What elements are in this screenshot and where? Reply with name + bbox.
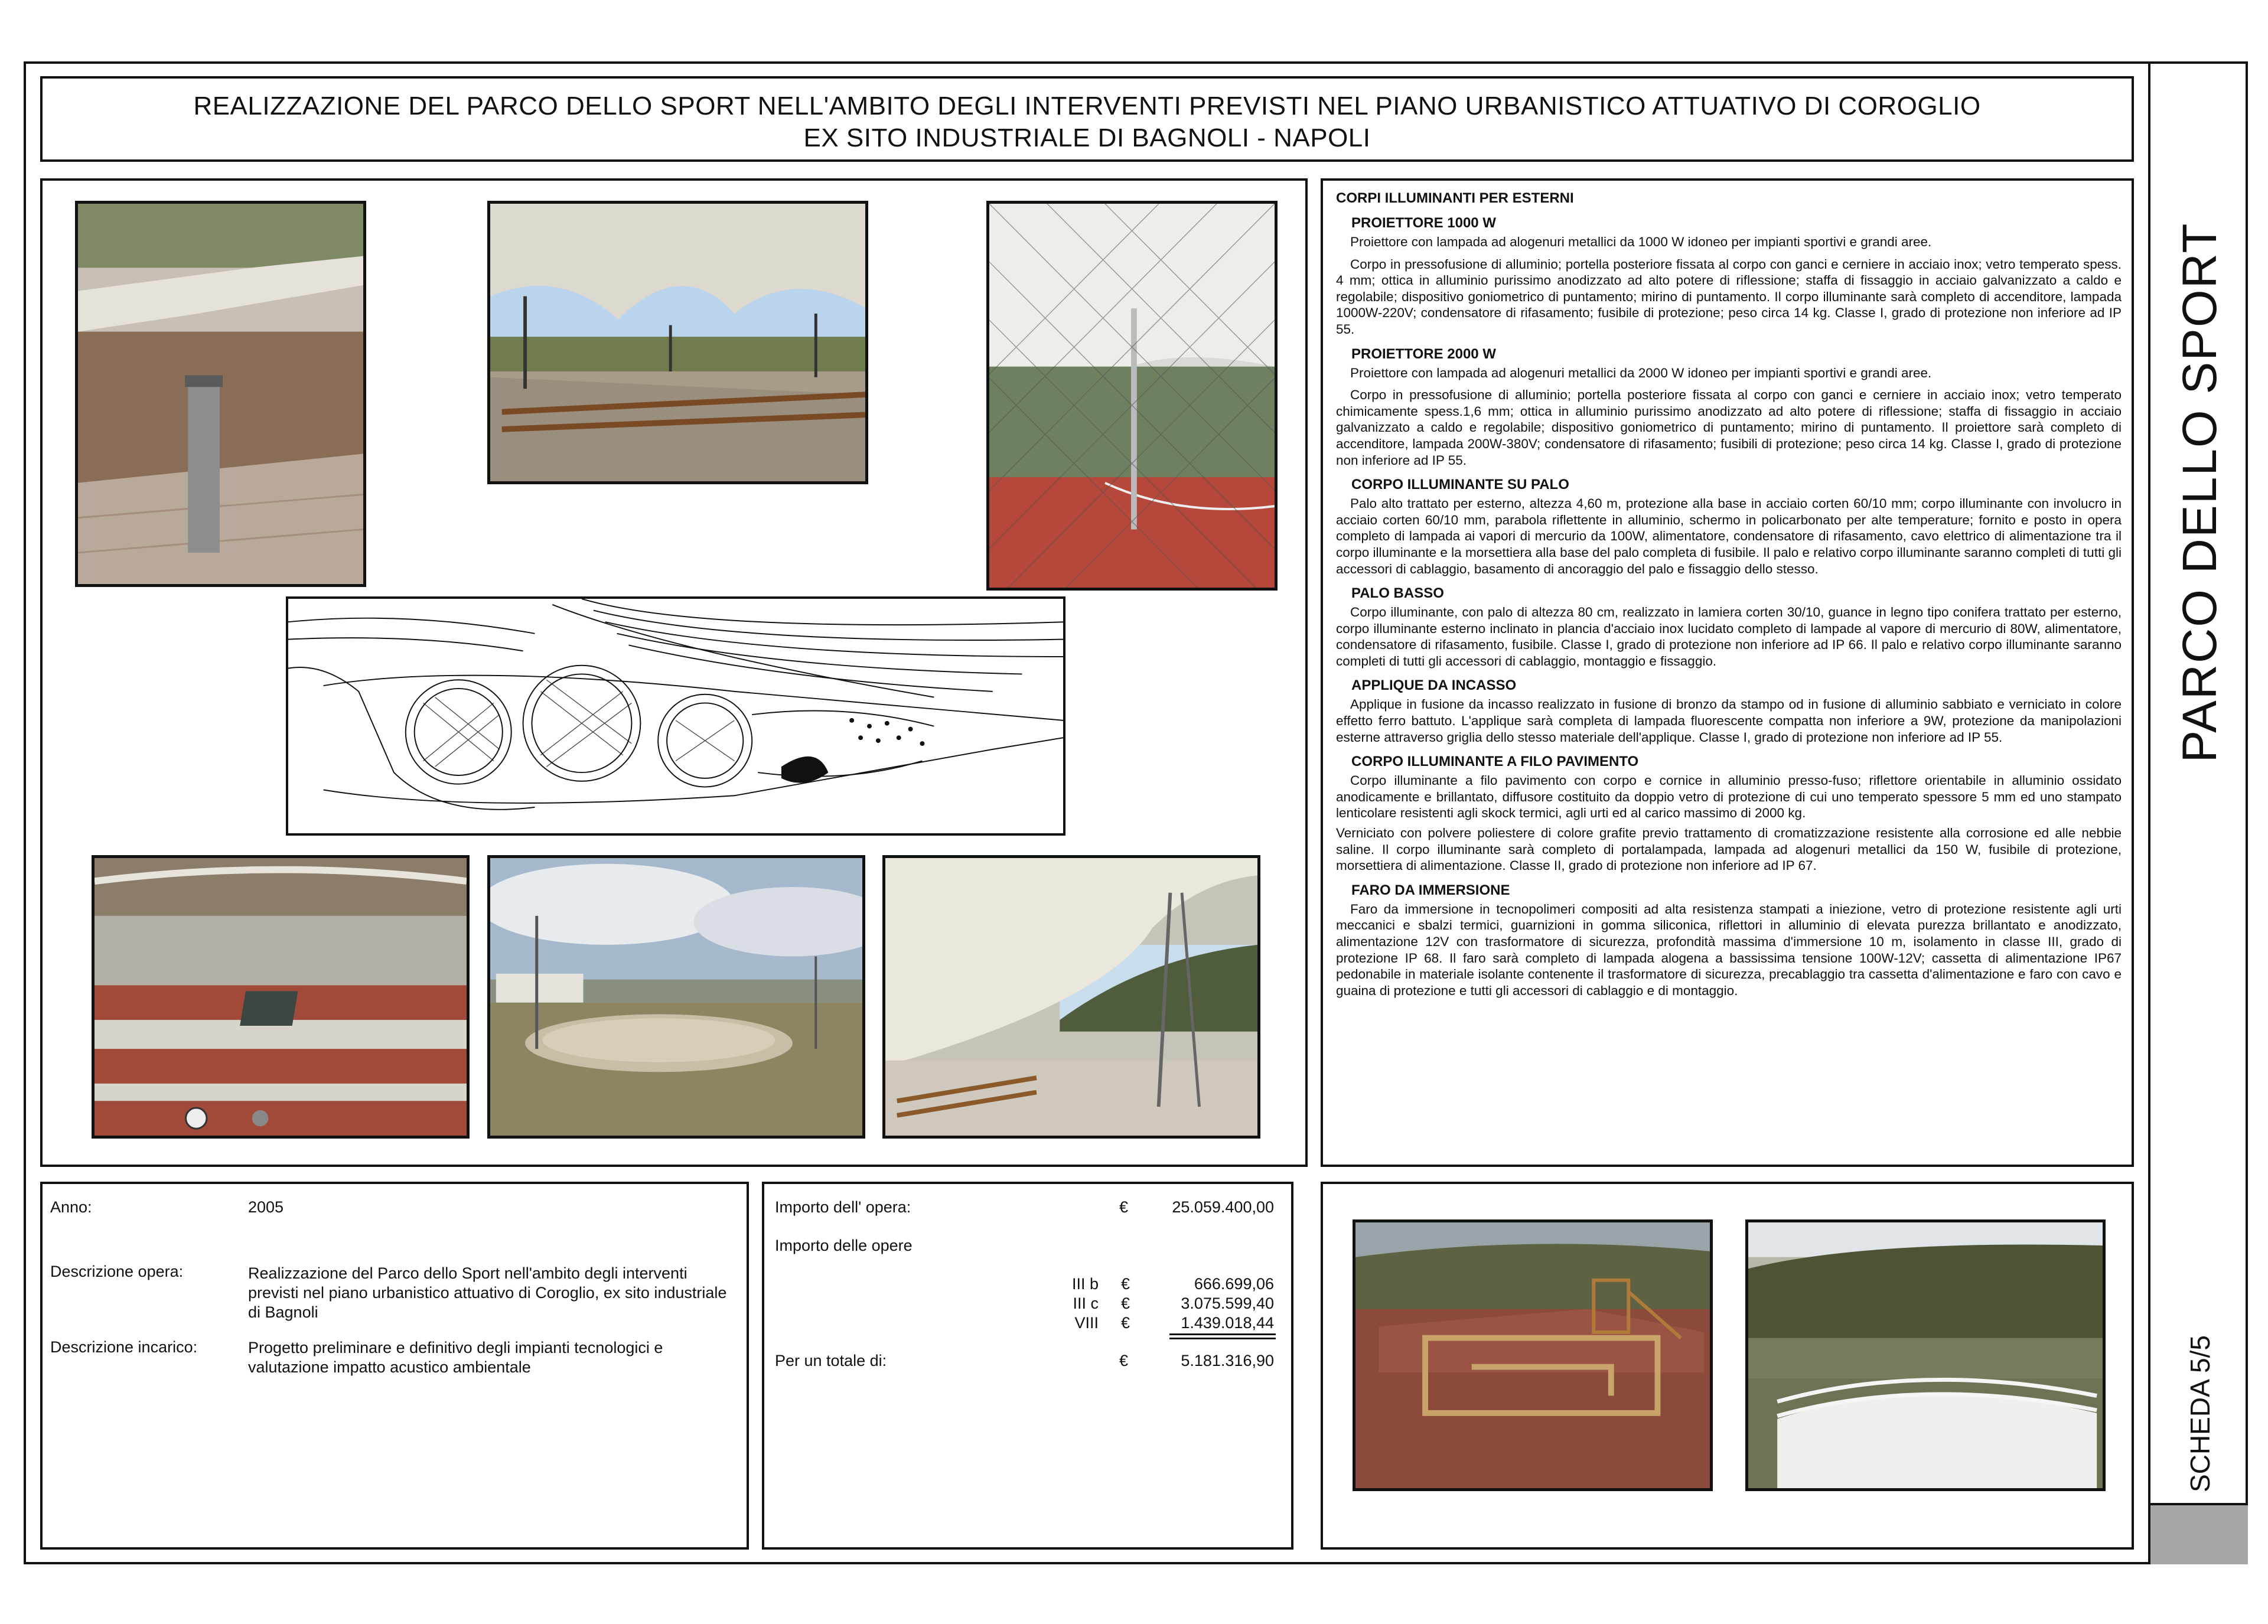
spec-title-palo-basso: PALO BASSO — [1351, 585, 1444, 602]
currency-symbol: € — [1121, 1275, 1130, 1293]
spec-text: Proiettore con lampada ad alogenuri metallici da 1000 W idoneo per impianti sportivi e grandi aree. — [1350, 234, 1932, 249]
spec-text: Corpo in pressofusione di alluminio; portella posteriore fissata al corpo con ganci e cerniere in acciaio inox; vetro temperato chimicamente spess.1,6 mm; ottica in alluminio purissimo anodizzato ad alto potere di riflessione; staffa di fissaggio in acciaio galvanizzato a caldo e regolabile; dispositivo goniometrico di puntamento; mirino di puntamento. Il proiettore sarà completo di accenditore, lampada 200W-380V; condensatore di rifasamento; fusibili di protezione; peso circa 14 kg. Classe I, grado di protezione non inferiore ad IP 55. — [1336, 387, 2122, 468]
spec-text: Faro da immersione in tecnopolimeri compositi ad alta resistenza stampati a iniezione, vetro di protezione resistente agli urti meccanici e sbalzi termici, guarnizioni in gomma siliconica, riflettori in alluminio di elevata purezza brillantato e anodizzato, alimentazione 12V con trasformatore di sicurezza, profondità massima d'immersione 10 m, isolamento in classe III, grado di protezione IP 68. Il faro sarà completo di lampada alogena a bassissima tensione 100W-12V; cassetta di alimentazione IP67 pedonabile in materiale isolante contenente il trasformatore di sicurezza, precablaggio tra cassetta d'alimentazione e faro con cavo e guaina di protezione e tutti gli accessori di cablaggio e di montaggio. — [1336, 901, 2122, 998]
spec-title-applique: APPLIQUE DA INCASSO — [1351, 677, 1517, 694]
currency-symbol: € — [1119, 1352, 1129, 1369]
photo-recessed-light — [92, 855, 470, 1139]
cost-value: 666.699,06 — [1194, 1275, 1274, 1293]
spec-title-proiettore-2000: PROIETTORE 2000 W — [1351, 345, 1496, 362]
spec-title-faro-immersione: FARO DA IMMERSIONE — [1351, 882, 1510, 898]
spec-text: Proiettore con lampada ad alogenuri metallici da 2000 W idoneo per impianti sportivi e grandi aree. — [1350, 365, 1932, 380]
spec-text: Verniciato con polvere poliestere di colore grafite previo trattamento di cromatizzazione resistente alla corrosione ed alle nebbie saline. Il corpo illuminante sarà completo di portalampada, lampada ad alogenuri metallici da 150 W, fusibile di protezione, morsettiera di alimentazione. Classe II, grado di protezione non inferiore ad IP 67. — [1336, 826, 2122, 873]
photo-canopy-arena — [487, 201, 868, 484]
cost-class: VIII — [1074, 1314, 1099, 1332]
sidebar — [2148, 61, 2248, 1564]
totale-value: 5.181.316,90 — [1181, 1352, 1274, 1369]
photo-fenced-court — [986, 201, 1278, 591]
photo-bridge — [1745, 1219, 2106, 1491]
photo-bollard — [75, 201, 366, 587]
currency-symbol: € — [1121, 1314, 1130, 1332]
totale-label: Per un totale di: — [775, 1352, 887, 1369]
site-plan-drawing — [286, 596, 1065, 836]
title-line-2: EX SITO INDUSTRIALE DI BAGNOLI - NAPOLI — [803, 123, 1371, 152]
descr-opera-label: Descrizione opera: — [50, 1263, 184, 1280]
photo-playground — [1353, 1219, 1713, 1491]
anno-label: Anno: — [50, 1198, 92, 1216]
importo-opere-label: Importo delle opere — [775, 1237, 913, 1254]
spec-title-corpo-su-palo: CORPO ILLUMINANTE SU PALO — [1351, 477, 1569, 493]
anno-value: 2005 — [248, 1198, 284, 1216]
descr-opera-value: Realizzazione del Parco dello Sport nell'ambito degli interventi previsti nel piano urbanistico attuativo di Coroglio, ex sito industriale di Bagnoli — [248, 1264, 727, 1321]
cost-class: III c — [1073, 1294, 1099, 1312]
spec-text: Corpo illuminante, con palo di altezza 80 cm, realizzato in lamiera corten 30/10, guance in legno tipo conifera trattato per esterno, corpo illuminante esterno inclinato in plancia d'acciaio inox lucidato completo di lampade al vapore di mercurio di 80W, alimentatore, condensatore di rifasamento, fusibile. Classe I, grado di protezione non inferiore ad IP 66. Il palo e relativo corpo illuminante saranno completi di tutti gli accessori di cablaggio, montaggio e fissaggio. — [1336, 605, 2122, 668]
cost-value: 3.075.599,40 — [1181, 1294, 1274, 1312]
spec-text: Palo alto trattato per esterno, altezza 4,60 m, protezione alla base in acciaio corten 60/10 mm; corpo illuminante con involucro in acciaio corten 60/10 mm, parabola riflettente in alluminio, schermo in policarbonato per alte temperature; fornito e posto in opera completo di lampada ai vapori di mercurio da 100W, alimentatore, condensatore di rifasamento, cavo elettrico di alimentazione tra il corpo illuminante e la morsettiera alla base del palo completa di fusibile. Il palo e relativo corpo illuminante saranno completi di tutti gli accessori di cablaggio, basamento di ancoraggio del palo e fissaggio dello stesso. — [1336, 496, 2122, 576]
title-box — [40, 76, 2134, 162]
cost-value: 1.439.018,44 — [1181, 1314, 1274, 1332]
sidebar-footer — [2150, 1503, 2248, 1564]
sidebar-title: PARCO DELLO SPORT — [2173, 222, 2227, 763]
specs-content — [1336, 190, 2122, 999]
photo-canopy-masts — [882, 855, 1260, 1139]
sum-underline — [1169, 1333, 1276, 1339]
importo-opera-value: 25.059.400,00 — [1172, 1198, 1274, 1216]
descr-incarico-value: Progetto preliminare e definitivo degli impianti tecnologici e valutazione impatto acustico ambientale — [248, 1339, 663, 1376]
currency-symbol: € — [1121, 1294, 1130, 1312]
cost-class: III b — [1071, 1275, 1099, 1293]
importo-opera-label: Importo dell' opera: — [775, 1198, 911, 1216]
spec-text: Corpo illuminante a filo pavimento con corpo e cornice in alluminio presso-fuso; riflettore orientabile in alluminio ossidato anodicamente e brillantato, diffusore costituito da doppio vetro di protezione di cui uno temperato spessore 5 mm ed uno stampato lenticolare resistenti agli skock termici, agli urti ed al carico massimo di 2000 kg. — [1336, 773, 2122, 821]
currency-symbol: € — [1119, 1198, 1129, 1216]
specs-heading: CORPI ILLUMINANTI PER ESTERNI — [1336, 190, 1574, 206]
photo-arena-lamps — [487, 855, 865, 1139]
spec-title-proiettore-1000: PROIETTORE 1000 W — [1351, 215, 1496, 231]
spec-title-filo-pavimento: CORPO ILLUMINANTE A FILO PAVIMENTO — [1351, 754, 1639, 770]
spec-text: Applique in fusione da incasso realizzato in fusione di bronzo da stampo od in fusione di alluminio sabbiato e verniciato in colore effetto ferro battuto. L'applique sarà completa di lampada fluorescente compatta non inferiore a 9W, protezione da manipolazioni esterne attraverso griglia dello stesso materiale dell'applique. Classe I, grado di protezione non inferiore ad IP 55. — [1336, 697, 2122, 745]
descr-incarico-label: Descrizione incarico: — [50, 1338, 198, 1356]
page-title — [43, 90, 2132, 154]
title-line-1: REALIZZAZIONE DEL PARCO DELLO SPORT NELL'AMBITO DEGLI INTERVENTI PREVISTI NEL PIANO URBANISTICO ATTUATIVO DI COROGLIO — [193, 92, 1981, 120]
sheet-number: SCHEDA 5/5 — [2185, 1335, 2215, 1492]
spec-text: Corpo in pressofusione di alluminio; portella posteriore fissata al corpo con ganci e cerniere in acciaio inox; vetro temperato spess. 4 mm; ottica in alluminio purissimo anodizzato ad alto potere di riflessione; staffa di fissaggio in acciaio galvanizzato a caldo e regolabile; dispositivo goniometrico di puntamento; mirino di puntamento. Il corpo illuminante sarà completo di accenditore, lampada 1000W-220V; condensatore di rifasamento; fusibile di protezione; peso circa 14 kg. Classe I, grado di protezione non inferiore ad IP 55. — [1336, 256, 2122, 337]
